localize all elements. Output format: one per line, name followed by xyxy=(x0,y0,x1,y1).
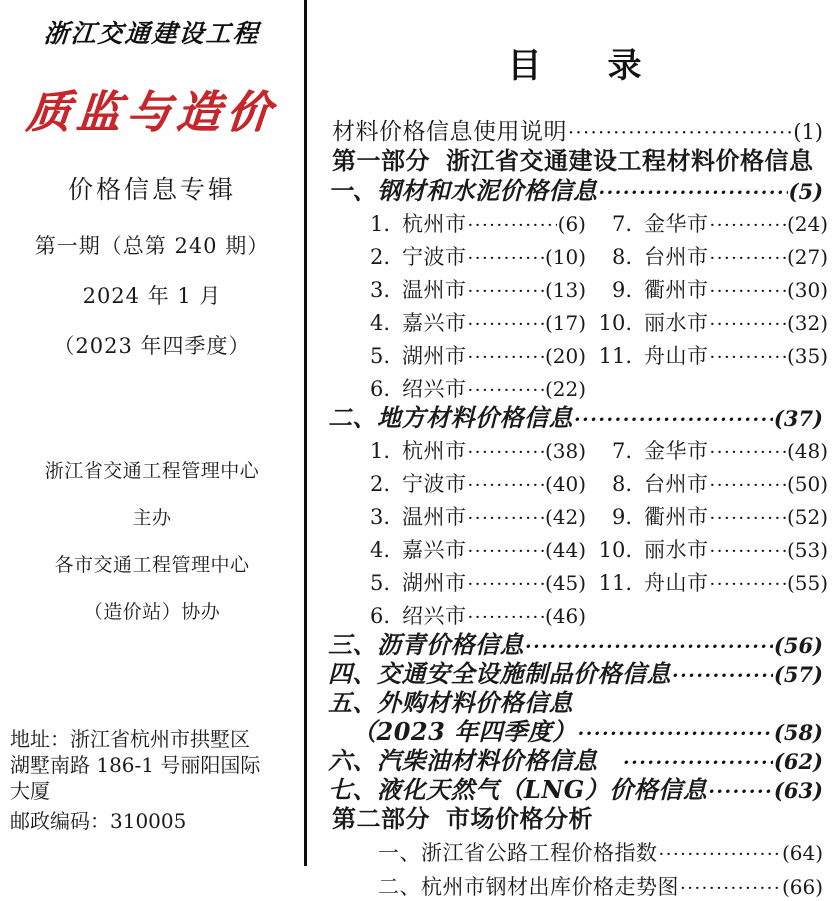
toc-section-4[interactable] xyxy=(326,659,823,688)
leader-dots xyxy=(710,442,786,463)
city-page: (10) xyxy=(544,245,586,269)
leader-dots xyxy=(468,314,544,335)
cover-address-block xyxy=(10,726,296,834)
city-index: 3. xyxy=(369,505,390,529)
city-page: (42) xyxy=(544,505,586,529)
cover-org-line: （造价站）协办 xyxy=(83,601,221,623)
city-index: 6. xyxy=(369,604,390,628)
city-page: (46) xyxy=(544,604,586,628)
city-page: (24) xyxy=(786,212,828,236)
table-of-contents-column xyxy=(304,0,835,899)
cover-subtitle: 价格信息专辑 xyxy=(67,175,236,204)
part-number: 第二部分 xyxy=(332,804,430,833)
leader-dots xyxy=(568,124,792,143)
leader-dots xyxy=(623,754,773,773)
leader-dots xyxy=(468,347,544,368)
part-number: 第一部分 xyxy=(332,146,430,175)
toc-city-entry[interactable] xyxy=(596,307,828,337)
cover-address-line: 大厦 xyxy=(10,779,50,803)
toc-section-1[interactable] xyxy=(326,176,823,205)
leader-dots xyxy=(710,508,786,529)
cover-issue-number: 第一期（总第 240 期） xyxy=(34,234,270,258)
leader-dots xyxy=(599,184,788,203)
toc-entry-label: 材料价格信息使用说明 xyxy=(332,119,567,145)
toc-city-entry[interactable] xyxy=(354,501,586,531)
leader-dots xyxy=(468,475,544,496)
toc-section-sublabel: （2023 年四季度） xyxy=(352,717,577,746)
toc-city-entry[interactable] xyxy=(354,534,586,564)
city-index: 7. xyxy=(611,439,632,463)
toc-city-entry[interactable] xyxy=(354,307,586,337)
city-name: 宁波市 xyxy=(402,245,467,269)
toc-section-label: 五、外购材料价格信息 xyxy=(328,688,573,717)
toc-city-entry[interactable] xyxy=(354,567,586,597)
toc-section-page: (5) xyxy=(788,179,823,204)
toc-section-page: (57) xyxy=(773,662,823,687)
city-index: 5. xyxy=(369,571,390,595)
city-page: (53) xyxy=(786,538,828,562)
cover-org-line: 各市交通工程管理中心 xyxy=(54,554,250,576)
city-page: (55) xyxy=(786,571,828,595)
city-page: (44) xyxy=(544,538,586,562)
toc-city-entry[interactable] xyxy=(596,241,828,271)
city-name: 杭州市 xyxy=(402,439,467,463)
toc-section-label: 七、液化天然气（LNG）价格信息 xyxy=(328,775,708,804)
city-name: 金华市 xyxy=(644,212,709,236)
city-index: 10. xyxy=(598,538,632,562)
city-page: (50) xyxy=(786,472,828,496)
toc-entry-page: (64) xyxy=(781,841,823,865)
leader-dots xyxy=(710,215,786,236)
city-index: 10. xyxy=(598,311,632,335)
leader-dots xyxy=(710,281,786,302)
city-index: 8. xyxy=(611,245,632,269)
city-name: 绍兴市 xyxy=(402,377,467,401)
city-page: (40) xyxy=(544,472,586,496)
city-index: 2. xyxy=(369,245,390,269)
leader-dots xyxy=(525,638,773,657)
leader-dots xyxy=(468,574,544,595)
leader-dots xyxy=(468,380,544,401)
cover-column xyxy=(0,0,304,874)
toc-city-row xyxy=(326,435,828,465)
leader-dots xyxy=(710,347,786,368)
leader-dots xyxy=(468,442,544,463)
toc-city-row xyxy=(326,241,828,271)
part-title: 市场价格分析 xyxy=(446,804,593,833)
city-page: (38) xyxy=(544,439,586,463)
city-index: 8. xyxy=(611,472,632,496)
toc-section-2[interactable] xyxy=(326,403,823,432)
city-page: (27) xyxy=(786,245,828,269)
toc-city-row xyxy=(326,340,828,370)
toc-city-entry[interactable] xyxy=(596,468,828,498)
toc-part2-item[interactable] xyxy=(326,871,823,901)
city-index: 3. xyxy=(369,278,390,302)
toc-entry-page: (66) xyxy=(781,875,823,899)
city-name: 嘉兴市 xyxy=(402,538,467,562)
toc-section-7[interactable] xyxy=(326,775,823,804)
toc-section-2-cities xyxy=(326,435,828,630)
city-index: 1. xyxy=(369,212,390,236)
city-name: 杭州市 xyxy=(402,212,467,236)
city-page: (52) xyxy=(786,505,828,529)
toc-section-label: 三、沥青价格信息 xyxy=(328,630,524,659)
city-name: 嘉兴市 xyxy=(402,311,467,335)
city-name: 丽水市 xyxy=(644,538,709,562)
toc-city-entry[interactable] xyxy=(354,340,586,370)
leader-dots xyxy=(708,783,773,802)
toc-section-5-continuation[interactable] xyxy=(326,717,823,746)
city-name: 丽水市 xyxy=(644,311,709,335)
cover-quarter-label: （2023 年四季度） xyxy=(53,334,251,358)
toc-city-row xyxy=(326,468,828,498)
cover-publish-date: 2024 年 1 月 xyxy=(82,284,222,308)
toc-entry-page: (1) xyxy=(793,120,823,144)
toc-city-entry[interactable] xyxy=(596,501,828,531)
toc-city-entry[interactable] xyxy=(354,274,586,304)
toc-part-two-heading xyxy=(326,804,823,833)
city-page: (17) xyxy=(544,311,586,335)
cover-org-line: 主办 xyxy=(132,507,172,529)
city-name: 衢州市 xyxy=(644,505,709,529)
city-index: 7. xyxy=(611,212,632,236)
city-name: 衢州市 xyxy=(644,278,709,302)
city-name: 舟山市 xyxy=(644,344,709,368)
toc-section-5[interactable] xyxy=(326,688,823,717)
toc-entries xyxy=(326,119,828,901)
city-name: 温州市 xyxy=(402,278,467,302)
leader-dots xyxy=(468,541,544,562)
toc-section-page: (37) xyxy=(773,406,823,431)
city-index: 4. xyxy=(369,311,390,335)
leader-dots xyxy=(468,607,544,628)
toc-section-page: (56) xyxy=(773,633,823,658)
toc-city-entry[interactable] xyxy=(354,468,586,498)
toc-city-entry[interactable] xyxy=(596,274,828,304)
toc-city-entry[interactable] xyxy=(596,208,828,238)
toc-entry-label: 二、杭州市钢材出库价格走势图 xyxy=(378,875,679,899)
toc-city-entry[interactable] xyxy=(596,567,828,597)
city-page: (32) xyxy=(786,311,828,335)
toc-city-row xyxy=(326,567,828,597)
toc-section-page: (62) xyxy=(773,749,823,774)
toc-city-row xyxy=(326,501,828,531)
city-page: (35) xyxy=(786,344,828,368)
city-index: 9. xyxy=(611,505,632,529)
city-name: 金华市 xyxy=(644,439,709,463)
part-title: 浙江省交通建设工程材料价格信息 xyxy=(446,146,814,175)
leader-dots xyxy=(680,878,781,899)
city-name: 台州市 xyxy=(644,472,709,496)
leader-dots xyxy=(710,541,786,562)
leader-dots xyxy=(578,725,773,744)
leader-dots xyxy=(710,314,786,335)
city-index: 11. xyxy=(598,571,632,595)
toc-section-6[interactable] xyxy=(326,746,823,775)
toc-section-page: (58) xyxy=(773,720,823,745)
city-page: (48) xyxy=(786,439,828,463)
toc-entry-label: 一、浙江省公路工程价格指数 xyxy=(378,841,658,865)
toc-city-row xyxy=(326,208,828,238)
city-name: 温州市 xyxy=(402,505,467,529)
leader-dots xyxy=(468,281,544,302)
leader-dots xyxy=(710,574,786,595)
cover-script-title: 浙江交通建设工程 xyxy=(42,19,261,48)
city-index: 5. xyxy=(369,344,390,368)
city-name: 台州市 xyxy=(644,245,709,269)
toc-section-label: 一、钢材和水泥价格信息 xyxy=(328,176,598,205)
toc-entry-intro[interactable] xyxy=(326,121,823,144)
toc-heading: 目 录 xyxy=(507,46,658,86)
cover-postcode: 邮政编码：310005 xyxy=(10,809,187,833)
cover-address-line: 地址：浙江省杭州市拱墅区 xyxy=(10,727,250,751)
leader-dots xyxy=(468,215,557,236)
city-page: (13) xyxy=(544,278,586,302)
leader-dots xyxy=(672,667,773,686)
toc-city-entry[interactable] xyxy=(596,340,828,370)
toc-city-row xyxy=(326,534,828,564)
toc-section-1-cities xyxy=(326,208,828,403)
city-page: (20) xyxy=(544,344,586,368)
toc-section-page: (63) xyxy=(773,778,823,803)
toc-city-entry[interactable] xyxy=(354,208,586,238)
cover-organizations xyxy=(8,456,296,624)
toc-section-label: 二、地方材料价格信息 xyxy=(328,403,573,432)
leader-dots xyxy=(710,248,786,269)
cover-masthead-title: 质监与造价 xyxy=(24,87,279,138)
city-index: 4. xyxy=(369,538,390,562)
toc-city-entry[interactable] xyxy=(354,600,586,630)
city-page: (6) xyxy=(557,212,586,236)
cover-address-line: 湖墅南路 186-1 号丽阳国际 xyxy=(10,753,261,777)
city-name: 绍兴市 xyxy=(402,604,467,628)
city-index: 9. xyxy=(611,278,632,302)
toc-part-one-heading xyxy=(326,146,823,175)
leader-dots xyxy=(574,411,773,430)
city-index: 2. xyxy=(369,472,390,496)
toc-city-row xyxy=(326,274,828,304)
leader-dots xyxy=(468,508,544,529)
city-index: 1. xyxy=(369,439,390,463)
leader-dots xyxy=(659,844,781,865)
cover-org-line: 浙江省交通工程管理中心 xyxy=(44,460,260,482)
toc-city-row xyxy=(326,307,828,337)
leader-dots xyxy=(710,475,786,496)
city-page: (45) xyxy=(544,571,586,595)
toc-city-entry[interactable] xyxy=(596,534,828,564)
city-name: 湖州市 xyxy=(402,344,467,368)
leader-dots xyxy=(468,248,544,269)
toc-city-entry[interactable] xyxy=(354,373,586,403)
toc-city-row xyxy=(326,600,823,630)
toc-city-entry[interactable] xyxy=(354,241,586,271)
toc-part2-item[interactable] xyxy=(326,837,823,867)
city-name: 湖州市 xyxy=(402,571,467,595)
toc-section-label: 六、汽柴油材料价格信息 xyxy=(328,746,622,775)
toc-city-row xyxy=(326,373,823,403)
toc-section-label: 四、交通安全设施制品价格信息 xyxy=(328,659,671,688)
city-page: (30) xyxy=(786,278,828,302)
toc-section-3[interactable] xyxy=(326,630,823,659)
toc-city-entry[interactable] xyxy=(354,435,586,465)
city-name: 舟山市 xyxy=(644,571,709,595)
city-page: (22) xyxy=(544,377,586,401)
city-index: 11. xyxy=(598,344,632,368)
toc-city-entry[interactable] xyxy=(596,435,828,465)
city-index: 6. xyxy=(369,377,390,401)
city-name: 宁波市 xyxy=(402,472,467,496)
